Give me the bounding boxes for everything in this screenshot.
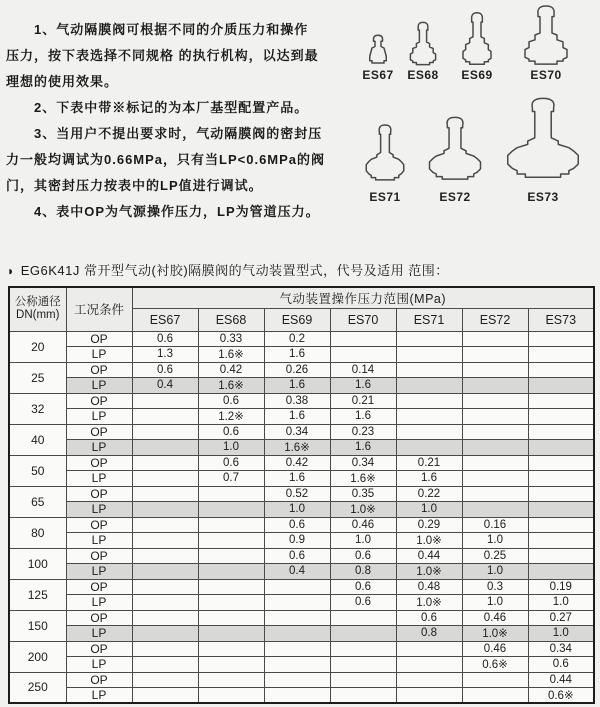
pressure-value-cell <box>396 347 462 363</box>
pressure-value-cell: 0.34 <box>528 641 594 657</box>
table-row-lp <box>9 626 594 642</box>
pressure-value-cell: 1.6 <box>264 409 330 425</box>
pressure-value-cell <box>528 548 594 564</box>
pressure-value-cell: 1.6 <box>330 409 396 425</box>
pressure-value-cell: 0.29 <box>396 517 462 533</box>
pressure-value-cell <box>264 595 330 611</box>
pressure-value-cell <box>132 626 198 642</box>
pressure-value-cell <box>396 688 462 704</box>
dn-cell: 20 <box>9 331 66 362</box>
pressure-value-cell: 0.6 <box>132 331 198 347</box>
pressure-value-cell: 1.0 <box>330 533 396 549</box>
pressure-value-cell <box>198 486 264 502</box>
pressure-value-cell <box>198 657 264 673</box>
pressure-value-cell: 0.4 <box>264 564 330 580</box>
pressure-value-cell <box>462 502 528 518</box>
pressure-value-cell: 0.8 <box>396 626 462 642</box>
pressure-value-cell <box>132 502 198 518</box>
pressure-value-cell: 0.25 <box>462 548 528 564</box>
dn-cell: 50 <box>9 455 66 486</box>
pressure-value-cell <box>396 672 462 688</box>
pressure-value-cell: 0.22 <box>396 486 462 502</box>
table-row-op <box>9 579 594 595</box>
condition-cell: LP <box>66 409 132 425</box>
pressure-value-cell <box>198 517 264 533</box>
pressure-value-cell: 0.6 <box>132 362 198 378</box>
pressure-value-cell: 0.34 <box>330 455 396 471</box>
condition-cell: OP <box>66 517 132 533</box>
note-line: 3、当用户不提出要求时，气动隔膜阀的密封压 <box>34 126 323 141</box>
pressure-value-cell <box>528 486 594 502</box>
condition-cell: OP <box>66 672 132 688</box>
pressure-value-cell: 0.2 <box>264 331 330 347</box>
pressure-value-cell <box>528 502 594 518</box>
table-row-op <box>9 362 594 378</box>
pressure-value-cell: 0.26 <box>264 362 330 378</box>
pressure-value-cell <box>462 393 528 409</box>
pressure-value-cell: 0.6 <box>264 548 330 564</box>
pressure-value-cell <box>462 486 528 502</box>
pressure-value-cell <box>198 672 264 688</box>
pressure-table-body <box>9 331 594 703</box>
pressure-value-cell <box>528 393 594 409</box>
valve-label: ES67 <box>362 68 394 82</box>
pressure-value-cell <box>528 331 594 347</box>
table-row-op <box>9 331 594 347</box>
pressure-value-cell <box>132 641 198 657</box>
pressure-value-cell <box>132 517 198 533</box>
pressure-value-cell: 1.0 <box>396 502 462 518</box>
table-row-op <box>9 455 594 471</box>
pressure-value-cell: 1.6 <box>330 440 396 456</box>
section-heading <box>7 260 597 279</box>
header-model-es69: ES69 <box>264 308 330 331</box>
pressure-value-cell <box>198 502 264 518</box>
pressure-value-cell <box>264 610 330 626</box>
pressure-value-cell <box>132 440 198 456</box>
pressure-value-cell: 1.6 <box>264 378 330 394</box>
pressure-value-cell <box>528 533 594 549</box>
pressure-value-cell: 0.6 <box>528 657 594 673</box>
pressure-value-cell <box>132 486 198 502</box>
table-row-lp <box>9 471 594 487</box>
condition-cell: OP <box>66 424 132 440</box>
pressure-value-cell: 0.6※ <box>462 657 528 673</box>
pressure-value-cell: 1.6※ <box>330 471 396 487</box>
pressure-value-cell <box>132 595 198 611</box>
condition-cell: LP <box>66 502 132 518</box>
pressure-value-cell: 0.44 <box>528 672 594 688</box>
pressure-value-cell: 0.23 <box>330 424 396 440</box>
pressure-value-cell <box>396 657 462 673</box>
pressure-value-cell <box>396 378 462 394</box>
condition-cell: OP <box>66 641 132 657</box>
pressure-value-cell <box>132 471 198 487</box>
table-row-op <box>9 548 594 564</box>
pressure-value-cell: 0.46 <box>462 641 528 657</box>
condition-cell: OP <box>66 455 132 471</box>
pressure-value-cell <box>396 393 462 409</box>
valve-figure-es70 <box>516 4 576 66</box>
valve-figure-es72 <box>421 114 489 186</box>
pressure-value-cell <box>330 331 396 347</box>
pressure-value-cell <box>462 424 528 440</box>
table-row-lp <box>9 595 594 611</box>
table-row-op <box>9 517 594 533</box>
valve-label: ES70 <box>530 68 562 82</box>
pressure-value-cell <box>396 424 462 440</box>
pressure-value-cell <box>396 641 462 657</box>
header-model-es68: ES68 <box>198 308 264 331</box>
pressure-value-cell: 0.52 <box>264 486 330 502</box>
valve-outline-icon <box>496 94 590 186</box>
pressure-value-cell: 1.0※ <box>330 502 396 518</box>
pressure-value-cell <box>462 409 528 425</box>
section-bullet-icon: ◗ <box>7 264 15 278</box>
pressure-value-cell <box>528 440 594 456</box>
pressure-value-cell: 1.0※ <box>396 595 462 611</box>
pressure-value-cell: 0.21 <box>396 455 462 471</box>
pressure-value-cell: 0.14 <box>330 362 396 378</box>
condition-cell: LP <box>66 347 132 363</box>
pressure-value-cell: 0.6 <box>198 424 264 440</box>
pressure-value-cell: 0.38 <box>264 393 330 409</box>
pressure-value-cell: 0.4 <box>132 378 198 394</box>
dn-cell: 80 <box>9 517 66 548</box>
header-model-es71: ES71 <box>396 308 462 331</box>
dn-cell: 65 <box>9 486 66 517</box>
pressure-value-cell <box>198 533 264 549</box>
pressure-value-cell <box>528 409 594 425</box>
pressure-value-cell <box>528 564 594 580</box>
pressure-value-cell: 0.6※ <box>528 688 594 704</box>
pressure-value-cell <box>528 424 594 440</box>
pressure-value-cell <box>330 610 396 626</box>
pressure-value-cell <box>462 688 528 704</box>
valve-figure-es71 <box>360 122 410 186</box>
table-row-op <box>9 393 594 409</box>
valve-label: ES71 <box>369 190 401 204</box>
pressure-value-cell <box>132 424 198 440</box>
condition-cell: LP <box>66 471 132 487</box>
pressure-value-cell <box>132 688 198 704</box>
dn-cell: 40 <box>9 424 66 455</box>
pressure-value-cell <box>132 657 198 673</box>
table-header-row <box>9 287 594 308</box>
pressure-value-cell: 0.35 <box>330 486 396 502</box>
note-line: 力一般均调试为0.66MPa，只有当LP<0.6MPa的阀 <box>6 152 326 167</box>
pressure-value-cell: 1.2※ <box>198 409 264 425</box>
pressure-value-cell <box>264 688 330 704</box>
table-row-op <box>9 672 594 688</box>
condition-cell: OP <box>66 548 132 564</box>
pressure-value-cell: 0.6 <box>264 517 330 533</box>
valve-label: ES72 <box>439 190 471 204</box>
valve-outline-icon <box>363 33 393 66</box>
valve-label: ES68 <box>407 68 439 82</box>
condition-cell: LP <box>66 378 132 394</box>
pressure-value-cell <box>330 347 396 363</box>
pressure-value-cell: 1.0 <box>198 440 264 456</box>
dn-cell: 150 <box>9 610 66 641</box>
pressure-value-cell <box>528 455 594 471</box>
pressure-value-cell: 0.48 <box>396 579 462 595</box>
table-row-lp <box>9 564 594 580</box>
condition-cell: LP <box>66 688 132 704</box>
condition-cell: OP <box>66 331 132 347</box>
condition-cell: OP <box>66 393 132 409</box>
table-row-lp <box>9 378 594 394</box>
pressure-value-cell <box>462 471 528 487</box>
pressure-value-cell <box>264 672 330 688</box>
pressure-value-cell: 0.19 <box>528 579 594 595</box>
pressure-value-cell <box>132 610 198 626</box>
pressure-value-cell <box>198 626 264 642</box>
pressure-value-cell <box>528 347 594 363</box>
condition-cell: LP <box>66 626 132 642</box>
condition-cell: OP <box>66 610 132 626</box>
pressure-value-cell: 0.33 <box>198 331 264 347</box>
pressure-value-cell: 0.6 <box>330 595 396 611</box>
pressure-value-cell <box>198 595 264 611</box>
pressure-value-cell: 1.3 <box>132 347 198 363</box>
pressure-value-cell <box>528 362 594 378</box>
pressure-value-cell: 0.6 <box>330 579 396 595</box>
pressure-value-cell: 1.6※ <box>198 378 264 394</box>
valve-figure-es68 <box>405 21 441 66</box>
note-line: 4、表中OP为气源操作压力，LP为管道压力。 <box>34 204 320 219</box>
pressure-value-cell: 1.0 <box>462 533 528 549</box>
pressure-value-cell: 1.0※ <box>396 533 462 549</box>
condition-cell: LP <box>66 595 132 611</box>
pressure-value-cell <box>528 378 594 394</box>
valve-label: ES69 <box>461 68 493 82</box>
pressure-value-cell <box>462 347 528 363</box>
pressure-value-cell: 0.27 <box>528 610 594 626</box>
pressure-value-cell: 1.0※ <box>396 564 462 580</box>
pressure-value-cell <box>462 331 528 347</box>
pressure-value-cell: 1.0 <box>528 626 594 642</box>
pressure-value-cell <box>462 672 528 688</box>
condition-cell: LP <box>66 564 132 580</box>
table-row-lp <box>9 688 594 704</box>
pressure-value-cell: 1.6 <box>264 347 330 363</box>
pressure-value-cell: 0.6 <box>198 455 264 471</box>
table-row-op <box>9 424 594 440</box>
pressure-value-cell: 0.42 <box>264 455 330 471</box>
pressure-value-cell: 0.21 <box>330 393 396 409</box>
pressure-value-cell <box>264 626 330 642</box>
dn-cell: 25 <box>9 362 66 393</box>
pressure-value-cell: 0.8 <box>330 564 396 580</box>
pressure-value-cell: 0.6 <box>330 548 396 564</box>
note-line: 门，其密封压力按表中的LP值进行调试。 <box>6 178 263 193</box>
condition-cell: OP <box>66 362 132 378</box>
header-model-es67: ES67 <box>132 308 198 331</box>
table-row-op <box>9 610 594 626</box>
pressure-value-cell <box>330 641 396 657</box>
pressure-value-cell <box>132 455 198 471</box>
valve-outline-icon <box>360 122 410 186</box>
pressure-value-cell: 1.6※ <box>198 347 264 363</box>
pressure-value-cell <box>396 440 462 456</box>
pressure-value-cell <box>198 564 264 580</box>
header-model-es72: ES72 <box>462 308 528 331</box>
pressure-value-cell <box>462 378 528 394</box>
pressure-value-cell <box>264 579 330 595</box>
valve-outline-icon <box>421 114 489 186</box>
pressure-value-cell <box>330 657 396 673</box>
header-model-es70: ES70 <box>330 308 396 331</box>
pressure-value-cell: 1.6 <box>330 378 396 394</box>
condition-cell: LP <box>66 533 132 549</box>
condition-cell: OP <box>66 579 132 595</box>
condition-cell: LP <box>66 657 132 673</box>
valve-figure-es69 <box>457 11 497 66</box>
valve-outline-icon <box>405 21 441 66</box>
pressure-value-cell <box>462 362 528 378</box>
pressure-value-cell: 1.6 <box>264 471 330 487</box>
pressure-value-cell: 0.46 <box>462 610 528 626</box>
pressure-value-cell <box>330 626 396 642</box>
table-row-op <box>9 641 594 657</box>
dn-cell: 200 <box>9 641 66 672</box>
pressure-value-cell <box>264 641 330 657</box>
pressure-value-cell <box>330 688 396 704</box>
table-row-lp <box>9 657 594 673</box>
pressure-value-cell: 1.0 <box>462 564 528 580</box>
table-row-lp <box>9 502 594 518</box>
valve-outline-icon <box>457 11 497 66</box>
valve-figure-es67 <box>363 33 393 66</box>
pressure-value-cell <box>198 579 264 595</box>
table-row-lp <box>9 347 594 363</box>
note-line: 理想的使用效果。 <box>6 74 119 89</box>
pressure-value-cell <box>198 688 264 704</box>
valve-figure-es73 <box>496 94 590 186</box>
pressure-value-cell: 1.0 <box>462 595 528 611</box>
note-line: 压力，按下表选择不同规格 的执行机构，以达到最 <box>6 48 319 63</box>
pressure-value-cell: 0.16 <box>462 517 528 533</box>
valve-outline-icon <box>516 4 576 66</box>
pressure-value-cell: 0.6 <box>198 393 264 409</box>
pressure-value-cell <box>396 409 462 425</box>
pressure-value-cell <box>396 331 462 347</box>
header-pressure-range: 气动装置操作压力范围(MPa) <box>132 287 594 308</box>
note-line: 1、气动隔膜阀可根据不同的介质压力和操作 <box>34 22 309 37</box>
valve-label: ES73 <box>527 190 559 204</box>
pressure-value-cell: 1.0 <box>528 595 594 611</box>
pressure-value-cell <box>396 362 462 378</box>
pressure-value-cell: 0.42 <box>198 362 264 378</box>
header-model-es73: ES73 <box>528 308 594 331</box>
pressure-value-cell: 0.34 <box>264 424 330 440</box>
pressure-value-cell <box>528 471 594 487</box>
pressure-value-cell <box>132 564 198 580</box>
pressure-value-cell: 0.9 <box>264 533 330 549</box>
pressure-value-cell <box>198 641 264 657</box>
dn-cell: 100 <box>9 548 66 579</box>
section-title: EG6K41J 常开型气动(衬胶)隔膜阀的气动装置型式，代号及适用 范围： <box>20 263 449 278</box>
table-row-lp <box>9 440 594 456</box>
pressure-value-cell <box>198 548 264 564</box>
pressure-value-cell: 1.0※ <box>462 626 528 642</box>
pressure-value-cell <box>132 393 198 409</box>
table-row-lp <box>9 533 594 549</box>
pressure-value-cell <box>132 533 198 549</box>
pressure-value-cell <box>132 672 198 688</box>
pressure-value-cell: 1.0 <box>264 502 330 518</box>
pressure-value-cell: 1.6 <box>396 471 462 487</box>
pressure-value-cell: 0.3 <box>462 579 528 595</box>
pressure-value-cell <box>264 657 330 673</box>
dn-cell: 32 <box>9 393 66 424</box>
pressure-value-cell <box>132 409 198 425</box>
pressure-value-cell <box>462 455 528 471</box>
dn-cell: 125 <box>9 579 66 610</box>
pressure-value-cell: 0.46 <box>330 517 396 533</box>
pressure-value-cell: 0.44 <box>396 548 462 564</box>
table-row-lp <box>9 409 594 425</box>
note-line: 2、下表中带※标记的为本厂基型配置产品。 <box>34 100 309 115</box>
valve-figures <box>0 0 600 215</box>
pressure-value-cell: 0.7 <box>198 471 264 487</box>
pressure-value-cell <box>330 672 396 688</box>
pressure-value-cell <box>132 579 198 595</box>
pressure-value-cell <box>528 517 594 533</box>
table-row-op <box>9 486 594 502</box>
pressure-value-cell: 0.6 <box>396 610 462 626</box>
header-condition: 工况条件 <box>66 287 132 331</box>
condition-cell: LP <box>66 440 132 456</box>
pressure-value-cell: 1.6※ <box>264 440 330 456</box>
header-dn: 公称通径 DN(mm) <box>9 287 66 331</box>
condition-cell: OP <box>66 486 132 502</box>
dn-cell: 250 <box>9 672 66 703</box>
pressure-value-cell <box>132 548 198 564</box>
pressure-value-cell <box>198 610 264 626</box>
spec-table <box>8 286 595 704</box>
pressure-value-cell <box>462 440 528 456</box>
